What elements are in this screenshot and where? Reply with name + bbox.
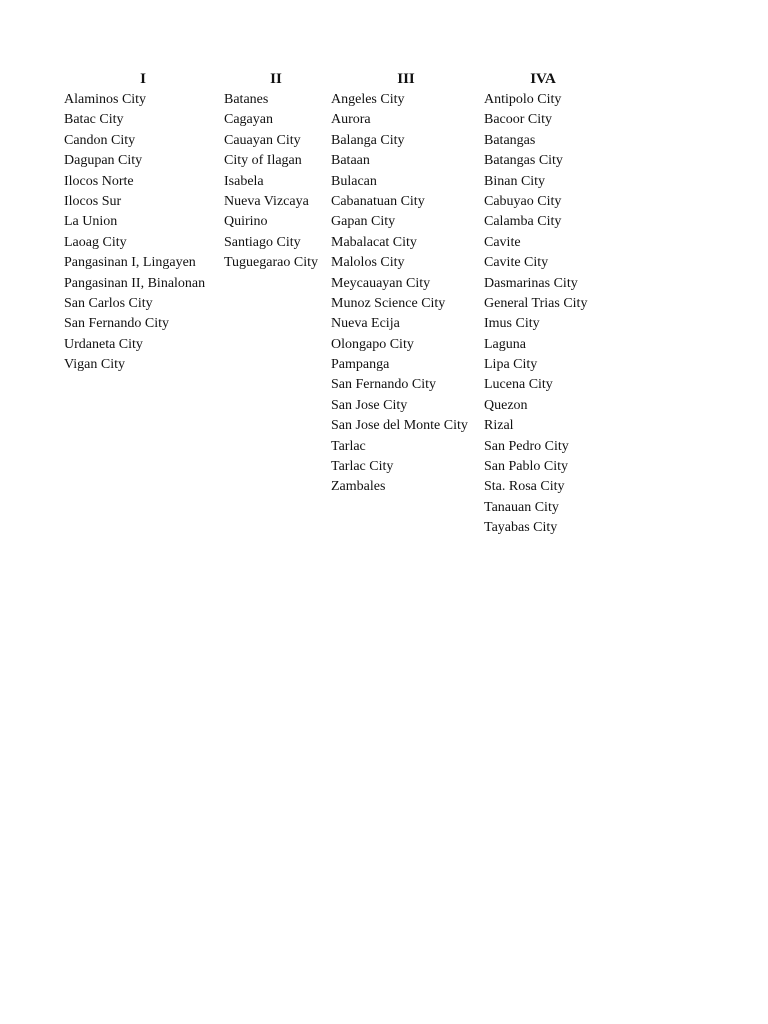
division-item: Nueva Vizcaya (224, 193, 309, 209)
division-list (224, 90, 328, 274)
division-item: Bacoor City (484, 112, 553, 128)
division-item: Malolos City (331, 255, 405, 271)
division-item: Batanes (224, 92, 269, 107)
division-item: San Jose City (331, 397, 408, 413)
division-list (484, 90, 602, 539)
division-item: Cavite (484, 234, 521, 250)
division-item: La Union (64, 214, 118, 230)
division-item: San Fernando City (64, 316, 169, 332)
division-list (64, 90, 222, 375)
division-item: Vigan City (64, 357, 125, 373)
division-item: Binan City (484, 173, 546, 189)
division-item: San Carlos City (64, 295, 153, 311)
column-header: II (270, 71, 282, 87)
division-item: Batac City (64, 112, 124, 128)
division-item: Tarlac (331, 438, 366, 454)
division-item: Pampanga (331, 357, 390, 373)
division-item: Quirino (224, 214, 268, 230)
division-item: Cauayan City (224, 132, 301, 148)
division-item: Alaminos City (64, 92, 147, 107)
division-item: General Trias City (484, 295, 588, 311)
division-item: Ilocos Sur (64, 193, 122, 209)
division-item: San Pedro City (484, 438, 569, 454)
division-item: Bataan (331, 153, 370, 169)
division-item: Cabuyao City (484, 193, 562, 209)
region-column-ii (224, 69, 328, 274)
division-item: Rizal (484, 418, 514, 434)
column-header: IVA (530, 71, 556, 87)
division-item: Cavite City (484, 255, 549, 271)
division-item: Tayabas City (484, 520, 558, 536)
division-item: San Jose del Monte City (331, 418, 468, 434)
division-item: Batangas City (484, 153, 563, 169)
division-list (331, 90, 481, 498)
division-item: Pangasinan II, Binalonan (64, 275, 206, 291)
division-item: Laoag City (64, 234, 127, 250)
division-item: Cabanatuan City (331, 193, 425, 209)
division-item: Aurora (331, 112, 371, 128)
region-column-iii (331, 69, 481, 498)
division-item: Sta. Rosa City (484, 479, 565, 495)
region-column-i (64, 69, 222, 375)
region-column-iva (484, 69, 602, 539)
division-item: Gapan City (331, 214, 396, 230)
division-item: Mabalacat City (331, 234, 417, 250)
division-item: Tarlac City (331, 459, 394, 475)
division-item: Balanga City (331, 132, 405, 148)
division-item: Urdaneta City (64, 336, 143, 352)
division-item: Isabela (224, 173, 264, 189)
division-item: San Fernando City (331, 377, 436, 393)
division-item: Imus City (484, 316, 540, 332)
division-item: Quezon (484, 397, 528, 413)
division-item: Nueva Ecija (331, 316, 400, 332)
division-item: Bulacan (331, 173, 377, 189)
division-item: Lucena City (484, 377, 553, 393)
division-item: City of Ilagan (224, 153, 302, 169)
division-item: Tanauan City (484, 499, 559, 515)
division-item: Santiago City (224, 234, 301, 250)
division-item: Ilocos Norte (64, 173, 134, 189)
column-header: III (397, 71, 415, 87)
division-item: Lipa City (484, 357, 538, 373)
division-item: Meycauayan City (331, 275, 431, 291)
division-item: Antipolo City (484, 92, 562, 107)
division-item: Zambales (331, 479, 386, 495)
division-item: Batangas (484, 132, 536, 148)
division-item: Angeles City (331, 92, 405, 107)
division-item: Calamba City (484, 214, 562, 230)
division-item: Pangasinan I, Lingayen (64, 255, 196, 271)
division-item: Laguna (484, 336, 526, 352)
division-item: Tuguegarao City (224, 255, 318, 271)
division-item: San Pablo City (484, 459, 569, 475)
column-header: I (140, 71, 146, 87)
division-item: Olongapo City (331, 336, 414, 352)
division-item: Dagupan City (64, 153, 143, 169)
division-item: Candon City (64, 132, 136, 148)
division-item: Cagayan (224, 112, 273, 128)
division-item: Dasmarinas City (484, 275, 578, 291)
division-item: Munoz Science City (331, 295, 446, 311)
